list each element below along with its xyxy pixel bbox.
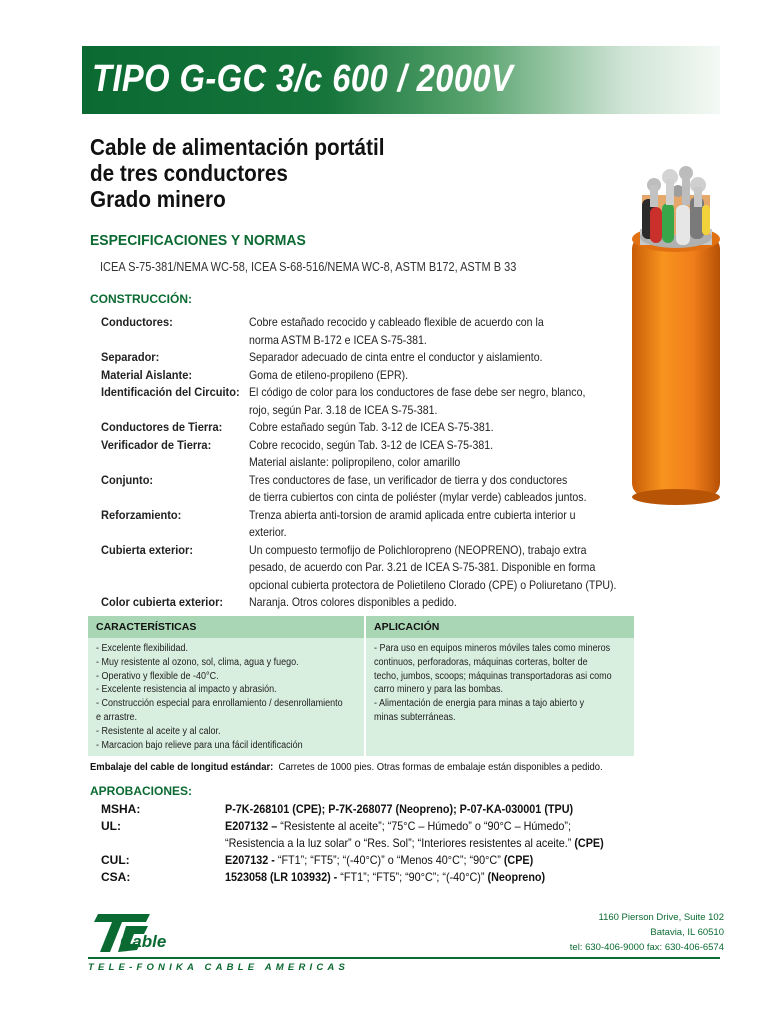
construction-value: Tres conductores de fase, un verificador de tierra y dos conductores <box>249 472 568 487</box>
construction-label: Color cubierta exterior: <box>101 595 224 609</box>
characteristic-item: - Resistente al aceite y al calor. <box>96 725 221 737</box>
application-item: - Alimentación de energia para minas a tajo abierto y <box>374 698 585 710</box>
construction-row <box>101 314 641 332</box>
product-title-line: Cable de alimentación portátil <box>90 134 385 160</box>
construction-label <box>101 524 237 542</box>
construction-label: Conductores de Tierra: <box>101 420 223 434</box>
header-banner <box>82 46 720 114</box>
characteristic-item: - Excelente flexibilidad. <box>96 643 189 654</box>
address-line: Batavia, IL 60510 <box>650 927 724 938</box>
construction-row <box>101 419 641 437</box>
construction-label: Conjunto: <box>101 472 154 487</box>
construction-row <box>101 489 641 507</box>
features-box <box>88 616 634 756</box>
construction-value: de tierra cubiertos con cinta de poliéster (mylar verde) cableados juntos. <box>249 490 587 504</box>
approval-suffix: (Neopreno) <box>484 870 546 884</box>
characteristics-heading: CARACTERÍSTICAS <box>88 616 364 638</box>
approval-label: MSHA: <box>101 802 141 816</box>
characteristic-item: - Operativo y flexible de -40°C. <box>96 670 219 682</box>
construction-row <box>101 437 641 455</box>
construction-value: Cobre estañado según Tab. 3-12 de ICEA S-75-381. <box>249 420 494 434</box>
approvals-heading: APROBACIONES: <box>90 784 193 798</box>
construction-label: Reforzamiento: <box>101 507 182 522</box>
construction-heading: CONSTRUCCIÓN: <box>90 292 192 306</box>
product-title-line: Grado minero <box>90 186 226 212</box>
construction-label <box>101 489 237 507</box>
application-heading: APLICACIÓN <box>366 616 634 638</box>
cable-cross-section-image <box>628 155 724 505</box>
construction-row <box>101 524 641 542</box>
packaging-text: Carretes de 1000 pies. Otras formas de embalaje están disponibles a pedido. <box>278 761 603 773</box>
construction-value: Trenza abierta anti-torsion de aramid aplicada entre cubierta interior u <box>249 507 576 522</box>
approval-code: E207132 – <box>225 819 278 833</box>
approval-value: “FT1”; “FT5”; “90°C”; “(-40°C)” <box>337 870 485 884</box>
construction-label: Separador: <box>101 350 160 364</box>
brand-name: Cable <box>120 932 167 951</box>
approval-value: “FT1”; “FT5”; “(-40°C)” o “Menos 40°C”; “90°C” <box>274 853 501 867</box>
approval-value: “Resistencia a la luz solar” o “Res. Sol”; “Interiores resistentes al aceite.” <box>225 836 572 850</box>
construction-label <box>101 454 237 472</box>
application-item: carro minero y para las bombas. <box>374 684 504 696</box>
packaging-label: Embalaje del cable de longitud estándar: <box>90 761 274 773</box>
construction-label: Verificador de Tierra: <box>101 437 212 452</box>
construction-row <box>101 402 641 420</box>
characteristics-list <box>96 642 370 752</box>
construction-value: Cobre recocido, según Tab. 3-12 de ICEA S-75-381. <box>249 437 494 452</box>
construction-label: Cubierta exterior: <box>101 542 194 557</box>
construction-row <box>101 594 641 612</box>
construction-row <box>101 542 641 560</box>
construction-label <box>101 402 237 420</box>
construction-list <box>101 314 641 612</box>
specs-standards: ICEA S-75-381/NEMA WC-58, ICEA S-68-516/NEMA WC-8, ASTM B172, ASTM B 33 <box>100 260 517 274</box>
approval-label: CSA: <box>101 870 131 884</box>
construction-label <box>101 577 237 595</box>
construction-row <box>101 367 641 385</box>
contact-info <box>570 910 724 955</box>
construction-value: Naranja. Otros colores disponibles a pedido. <box>249 595 457 609</box>
approval-code: 1523058 (LR 103932) - <box>225 870 338 884</box>
page-title: TIPO G-GC 3/c 600 / 2000V <box>92 58 514 100</box>
address-line: 1160 Pierson Drive, Suite 102 <box>598 912 724 923</box>
approval-label: CUL: <box>101 853 130 867</box>
construction-row <box>101 349 641 367</box>
construction-value: exterior. <box>249 525 287 539</box>
construction-value: Material aislante: polipropileno, color amarillo <box>249 455 461 469</box>
construction-row <box>101 577 641 595</box>
characteristic-item: e arrastre. <box>96 711 138 723</box>
application-item: - Para uso en equipos mineros móviles tales como mineros <box>374 643 611 654</box>
product-title-line: de tres conductores <box>90 160 288 186</box>
characteristic-item: - Marcacion bajo relieve para una fácil identificación <box>96 739 303 751</box>
approval-suffix: (CPE) <box>571 836 604 850</box>
phone-line: tel: 630-406-9000 fax: 630-406-6574 <box>569 942 724 953</box>
application-item: continuos, perforadoras, máquinas corteras, bolter de <box>374 656 588 668</box>
construction-value: Cobre estañado recocido y cableado flexible de acuerdo con la <box>249 315 544 329</box>
approval-suffix: (CPE) <box>500 853 534 867</box>
construction-row <box>101 472 641 490</box>
characteristic-item: - Muy resistente al ozono, sol, clima, agua y fuego. <box>96 656 299 668</box>
construction-value: Separador adecuado de cinta entre el conductor y aislamiento. <box>249 350 543 364</box>
approval-label: UL: <box>101 819 121 833</box>
construction-value: rojo, según Par. 3.18 de ICEA S-75-381. <box>249 402 438 417</box>
construction-label: Conductores: <box>101 315 173 329</box>
construction-label <box>101 559 237 577</box>
construction-value: Goma de etileno-propileno (EPR). <box>249 367 409 382</box>
approval-code: E207132 - <box>225 853 275 867</box>
application-item: minas subterráneas. <box>374 711 456 723</box>
construction-row <box>101 507 641 525</box>
approval-value: P-7K-268101 (CPE); P-7K-268077 (Neopreno); P-07-KA-030001 (TPU) <box>225 802 574 816</box>
construction-row <box>101 332 641 350</box>
construction-row <box>101 454 641 472</box>
construction-value: pesado, de acuerdo con Par. 3.21 de ICEA S-75-381. Disponible en forma <box>249 560 596 574</box>
footer-divider <box>88 957 720 959</box>
specs-heading: ESPECIFICACIONES Y NORMAS <box>90 232 306 249</box>
packaging-note <box>90 761 603 773</box>
application-list <box>374 642 638 725</box>
construction-value: El código de color para los conductores de fase debe ser negro, blanco, <box>249 385 586 399</box>
construction-value: Un compuesto termofijo de Polichloropreno (NEOPRENO), trabajo extra <box>249 542 587 557</box>
characteristic-item: - Construcción especial para enrollamiento / desenrollamiento <box>96 698 343 710</box>
construction-row <box>101 384 641 402</box>
approval-value: “Resistente al aceite”; “75°C – Húmedo” o “90°C – Húmedo”; <box>277 819 572 833</box>
construction-value: opcional cubierta protectora de Polietileno Clorado (CPE) o Poliuretano (TPU). <box>249 577 617 592</box>
characteristic-item: - Excelente resistencia al impacto y abrasión. <box>96 684 277 696</box>
approvals-list <box>101 801 646 886</box>
construction-label: Material Aislante: <box>101 367 193 382</box>
product-title <box>90 134 417 212</box>
construction-label: Identificación del Circuito: <box>101 385 240 399</box>
construction-value: norma ASTM B-172 e ICEA S-75-381. <box>249 332 427 347</box>
application-item: techo, jumbos, scoops; máquinas transportadoras asi como <box>374 670 612 682</box>
company-tagline: TELE-FONIKA CABLE AMERICAS <box>88 962 350 973</box>
construction-row <box>101 559 641 577</box>
construction-label <box>101 332 237 350</box>
